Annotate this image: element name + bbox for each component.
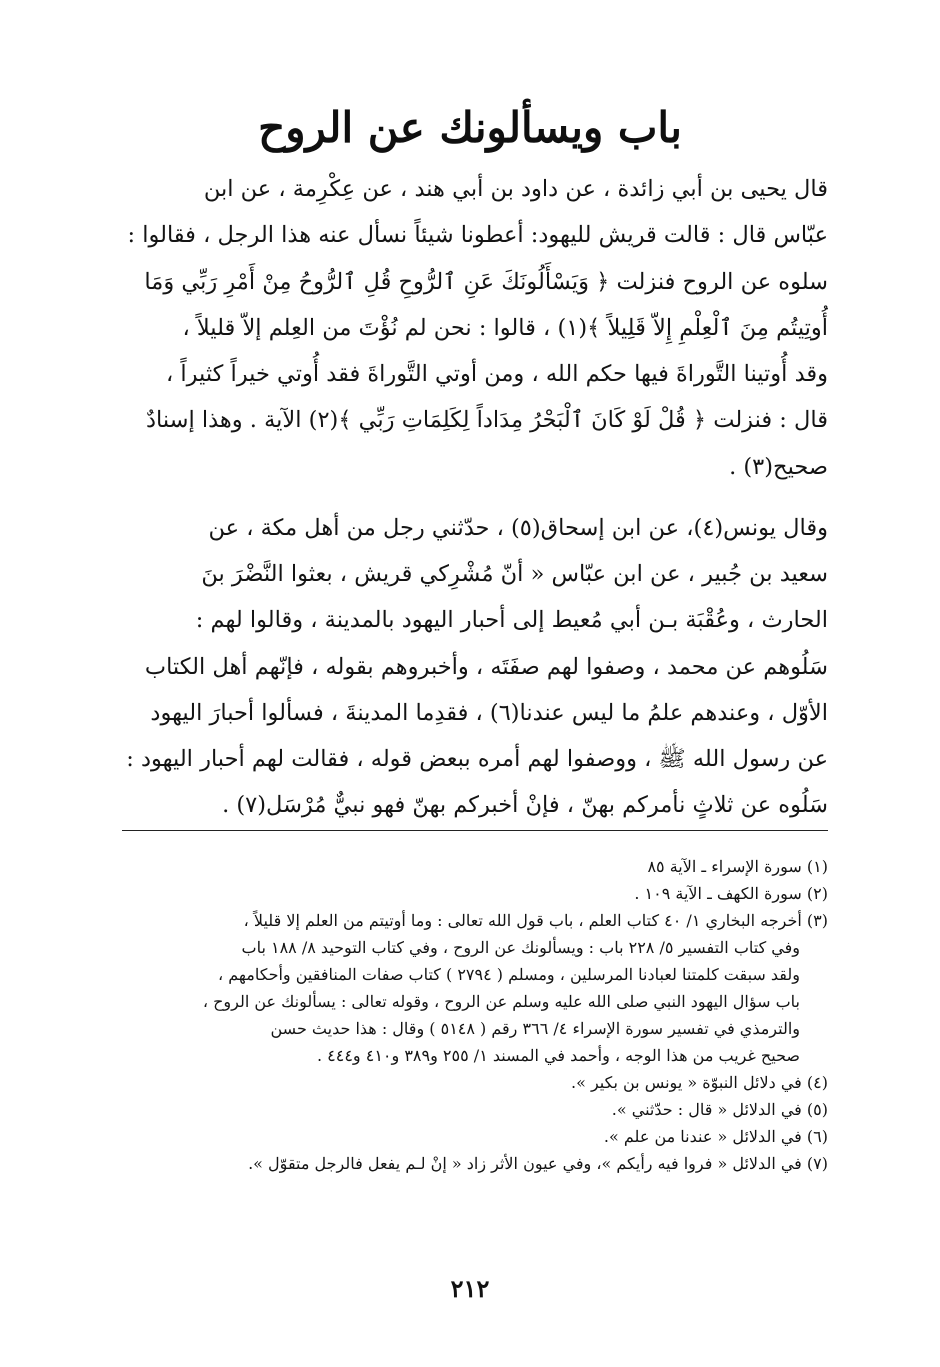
paragraph-2 <box>120 505 828 828</box>
page-number: ٢١٢ <box>450 1274 490 1303</box>
paragraph-line: وقد أُوتينا التَّوراةَ فيها حكم الله ، ومن أوتي التَّوراةَ فقد أُوتي خيراً كثيراً ، <box>165 361 828 388</box>
footnote-line: (٤) في دلائل النبوّة « يونس بن بكير ». <box>570 1073 828 1092</box>
paragraph-1 <box>120 166 828 490</box>
paragraph-line: أُوتِيتُم مِنَ ٱلْعِلْمِ إِلاّ قَلِيلاً ﴾(١) ، قالوا : نحن لم نُؤْتَ من العِلم إلاّ قليلاً ، <box>182 314 828 341</box>
footnotes <box>122 853 828 1177</box>
paragraph-line: سعيد بن جُبير ، عن ابن عبّاس « أنّ مُشْرِكي قريش ، بعثوا النَّضْرَ بنَ <box>201 561 828 588</box>
footnote-line: باب سؤال اليهود النبي صلى الله عليه وسلم عن الروح ، وقوله تعالى : يسألونك عن الروح ، <box>202 992 800 1011</box>
footnote-line: ولقد سبقت كلمتنا لعبادنا المرسلين ، ومسلم ( ٢٧٩٤ ) كتاب صفات المنافقين وأحكامهم ، <box>218 965 800 984</box>
footnote-line: (٣) أخرجه البخاري ١/ ٤٠ كتاب العلم ، باب قول الله تعالى : وما أوتيتم من العلم إلا قليلاً ، <box>243 911 828 930</box>
paragraph-line: عبّاس قال : قالت قريش لليهود: أعطونا شيئاً نسأل عنه هذا الرجل ، فقالوا : <box>127 222 828 249</box>
footnote-line: (٥) في الدلائل « قال : حدّثني ». <box>611 1100 828 1119</box>
footnote-line: (١) سورة الإسراء ـ الآية ٨٥ <box>647 857 828 876</box>
paragraph-line: الأوّل ، وعندهم علمُ ما ليس عندنا(٦) ، فقدِما المدينةَ ، فسألوا أحبارَ اليهود <box>150 699 828 726</box>
footnote-line: (٦) في الدلائل « عندنا من علم ». <box>603 1127 828 1146</box>
paragraph-line: وقال يونس(٤)، عن ابن إسحاق(٥) ، حدّثني رجل من أهل مكة ، عن <box>208 515 828 541</box>
footnote-line: (٢) سورة الكهف ـ الآية ١٠٩ . <box>634 884 828 903</box>
footnote-line: (٧) في الدلائل « فروا فيه رأيكم »، وفي عيون الأثر زاد « إنْ لـم يفعل فالرجل متقوّل ». <box>248 1154 828 1173</box>
footnote-divider <box>122 830 828 831</box>
footnote-line: والترمذي في تفسير سورة الإسراء ٤/ ٣٦٦ رقم ( ٥١٤٨ ) وقال : هذا حديث حسن <box>270 1019 800 1038</box>
paragraph-line: عن رسول الله ﷺ ، ووصفوا لهم أمره ببعض قوله ، فقالت لهم أحبار اليهود : <box>126 746 828 773</box>
paragraph-line: صحيح(٣) . <box>729 453 828 480</box>
footnote-line: وفي كتاب التفسير ٥/ ٢٢٨ باب : ويسألونك عن الروح ، وفي كتاب التوحيد ٨/ ١٨٨ باب <box>241 938 800 957</box>
paragraph-line: الحارث ، وعُقْبَة بـن أبي مُعيط إلى أحبار اليهود بالمدينة ، وقالوا لهم : <box>195 607 828 634</box>
paragraph-line: قال : فنزلت ﴿ قُلْ لَوْ كَانَ ٱلْبَحْرُ مِدَاداً لِكَلِمَاتِ رَبِّي ﴾(٢) الآية . وهذا إسنادٌ <box>145 407 828 434</box>
paragraph-line: سلوه عن الروح فنزلت ﴿ وَيَسْأَلُونَكَ عَنِ ٱلرُّوحِ قُلِ ٱلرُّوحُ مِنْ أَمْرِ رَبِّي وَمَا <box>144 268 828 295</box>
paragraph-line: قال يحيى بن أبي زائدة ، عن داود بن أبي هند ، عن عِكْرِمة ، عن ابن <box>203 176 828 202</box>
footnote-line: صحيح غريب من هذا الوجه ، وأحمد في المسند ١/ ٢٥٥ و٣٨٩ و٤١٠ و٤٤٤ . <box>316 1046 800 1065</box>
paragraph-line: سَلُوه عن ثلاثٍ نأمركم بهنّ ، فإنْ أخبركم بهنّ فهو نبيٌّ مُرْسَل(٧) . <box>222 792 828 819</box>
chapter-title: باب ويسألونك عن الروح <box>258 103 682 152</box>
paragraph-line: سَلُوهم عن محمد ، وصفوا لهم صفَتَه ، وأخبروهم بقوله ، فإنّهم أهل الكتاب <box>144 653 828 680</box>
